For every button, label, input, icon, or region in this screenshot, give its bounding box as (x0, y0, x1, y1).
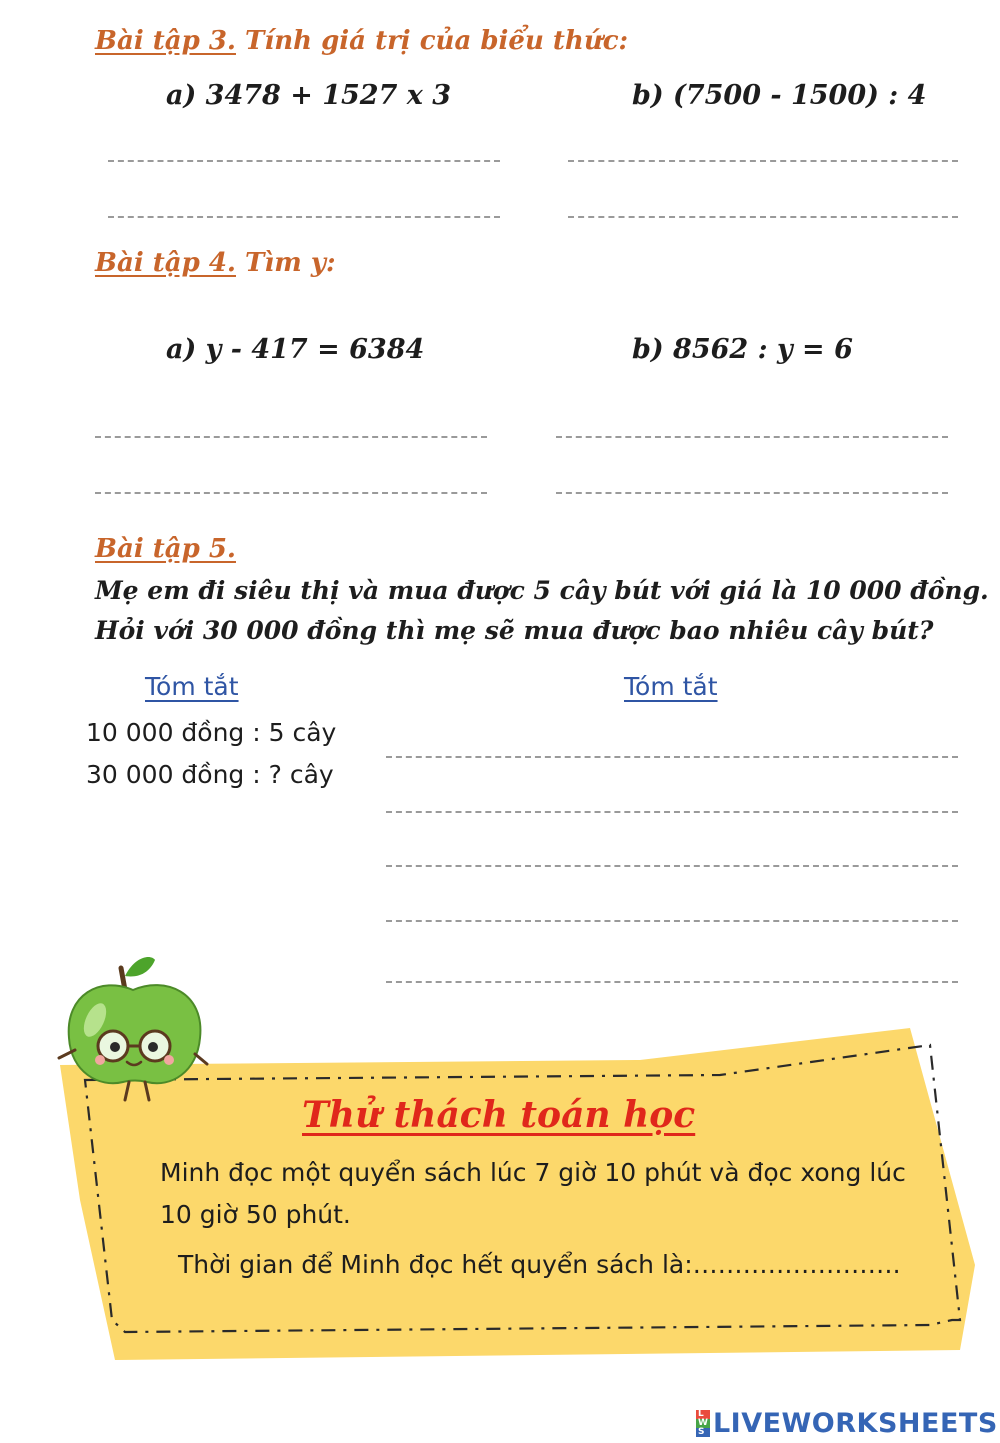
summary-heading-right: Tóm tắt (624, 672, 718, 701)
challenge-line-3: Thời gian để Minh đọc hết quyển sách là:……………………. (178, 1250, 901, 1279)
exercise-5-problem-line-1: Mẹ em đi siêu thị và mua được 5 cây bút với giá là 10 000 đồng. (95, 576, 989, 605)
logo-letter-l: L (696, 1410, 710, 1419)
brand-name: LIVEWORKSHEETS (712, 1408, 998, 1439)
exercise-3-expression-a: a) 3478 + 1527 x 3 (166, 80, 452, 111)
answer-line[interactable] (556, 436, 948, 438)
answer-line[interactable] (386, 811, 958, 813)
exercise-3-label: Bài tập 3. (95, 26, 236, 56)
exercise-3-title: Tính giá trị của biểu thức: (245, 26, 629, 56)
answer-line[interactable] (556, 492, 948, 494)
challenge-text (160, 1152, 906, 1286)
exercise-4-equation-b: b) 8562 : y = 6 (632, 334, 853, 365)
liveworksheets-brand (696, 1408, 998, 1439)
answer-line[interactable] (95, 492, 487, 494)
exercise-5-label: Bài tập 5. (95, 534, 236, 564)
exercise-5-problem-line-2: Hỏi với 30 000 đồng thì mẹ sẽ mua được bao nhiêu cây bút? (95, 616, 934, 645)
answer-line[interactable] (386, 865, 958, 867)
answer-line[interactable] (568, 160, 958, 162)
liveworksheets-logo-icon (696, 1410, 710, 1437)
summary-line-1: 10 000 đồng : 5 cây (86, 718, 337, 747)
exercise-4-title: Tìm y: (245, 248, 336, 278)
challenge-title: Thử thách toán học (302, 1094, 696, 1136)
exercise-4-heading (95, 248, 336, 278)
challenge-line-2: 10 giờ 50 phút. (160, 1200, 351, 1229)
summary-line-2: 30 000 đồng : ? cây (86, 760, 334, 789)
answer-line[interactable] (386, 981, 958, 983)
logo-letter-w: W (698, 1418, 708, 1428)
exercise-3-heading (95, 26, 628, 56)
exercise-4-equation-a: a) y - 417 = 6384 (166, 334, 425, 365)
answer-line[interactable] (108, 160, 500, 162)
answer-line[interactable] (95, 436, 487, 438)
answer-line[interactable] (108, 216, 500, 218)
logo-letter-s: S (696, 1428, 710, 1437)
summary-heading-left: Tóm tắt (145, 672, 239, 701)
exercise-3-expression-b: b) (7500 - 1500) : 4 (632, 80, 927, 111)
answer-line[interactable] (568, 216, 958, 218)
answer-line[interactable] (386, 756, 958, 758)
challenge-line-1: Minh đọc một quyển sách lúc 7 giờ 10 phút và đọc xong lúc (160, 1158, 906, 1187)
green-apple-with-glasses-icon (55, 950, 215, 1110)
exercise-4-label: Bài tập 4. (95, 248, 236, 278)
answer-line[interactable] (386, 920, 958, 922)
exercise-5-heading (95, 534, 236, 564)
